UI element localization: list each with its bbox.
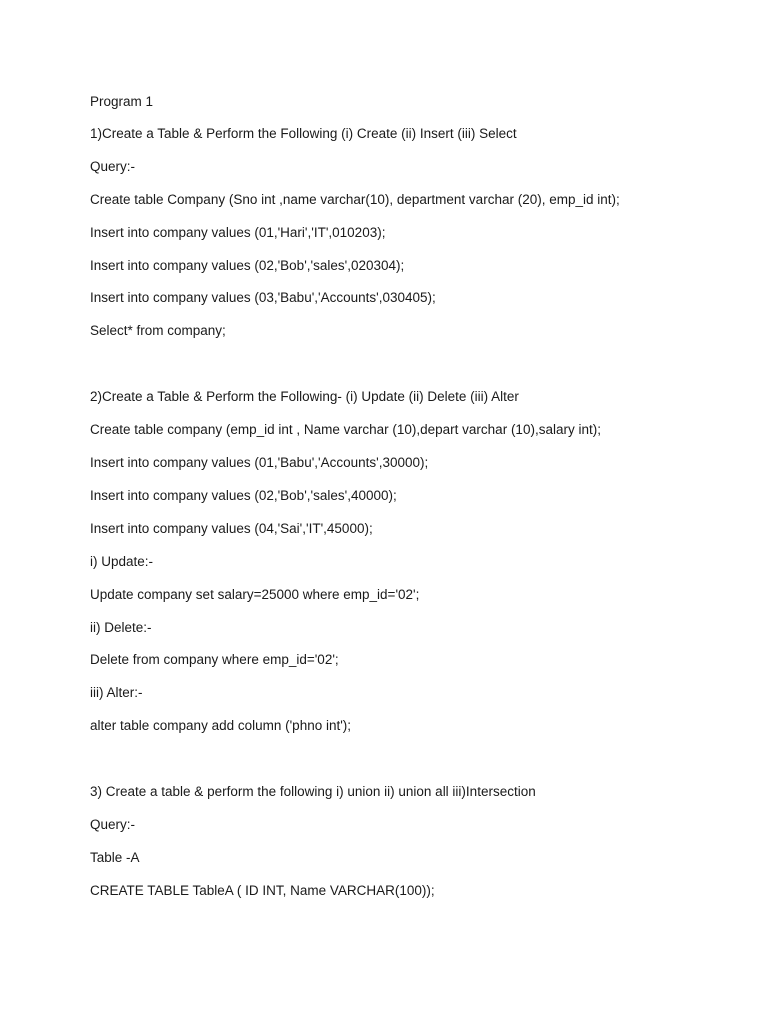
- section3-heading: 3) Create a table & perform the following i) union ii) union all iii)Intersection: [90, 784, 536, 799]
- section3-create-query: CREATE TABLE TableA ( ID INT, Name VARCHAR(100));: [90, 883, 435, 898]
- section1-insert-line-2: Insert into company values (02,'Bob','sales',020304);: [90, 258, 405, 273]
- section1-select-line: Select* from company;: [90, 323, 226, 338]
- section1-query-label: Query:-: [90, 159, 136, 174]
- section2-delete-label: ii) Delete:-: [90, 620, 152, 635]
- section3-table-label: Table -A: [90, 850, 140, 865]
- section2-insert-line-1: Insert into company values (01,'Babu','Accounts',30000);: [90, 455, 429, 470]
- section2-alter-label: iii) Alter:-: [90, 685, 143, 700]
- section2-heading: 2)Create a Table & Perform the Following- (i) Update (ii) Delete (iii) Alter: [90, 389, 519, 404]
- section1-insert-line-3: Insert into company values (03,'Babu','Accounts',030405);: [90, 290, 436, 305]
- section3-query-label: Query:-: [90, 817, 136, 832]
- section1-create-line: Create table Company (Sno int ,name varchar(10), department varchar (20), emp_id int);: [90, 192, 620, 207]
- section2-delete-query: Delete from company where emp_id='02';: [90, 652, 339, 667]
- section2-update-query: Update company set salary=25000 where emp_id='02';: [90, 587, 420, 602]
- section2-update-label: i) Update:-: [90, 554, 154, 569]
- section2-insert-line-2: Insert into company values (02,'Bob','sales',40000);: [90, 488, 397, 503]
- section1-heading: 1)Create a Table & Perform the Following (i) Create (ii) Insert (iii) Select: [90, 126, 517, 141]
- section2-create-line: Create table company (emp_id int , Name varchar (10),depart varchar (10),salary int);: [90, 422, 601, 437]
- program-title: Program 1: [90, 94, 154, 109]
- section2-alter-query: alter table company add column ('phno int');: [90, 718, 352, 733]
- section1-insert-line-1: Insert into company values (01,'Hari','IT',010203);: [90, 225, 386, 240]
- section2-insert-line-3: Insert into company values (04,'Sai','IT',45000);: [90, 521, 373, 536]
